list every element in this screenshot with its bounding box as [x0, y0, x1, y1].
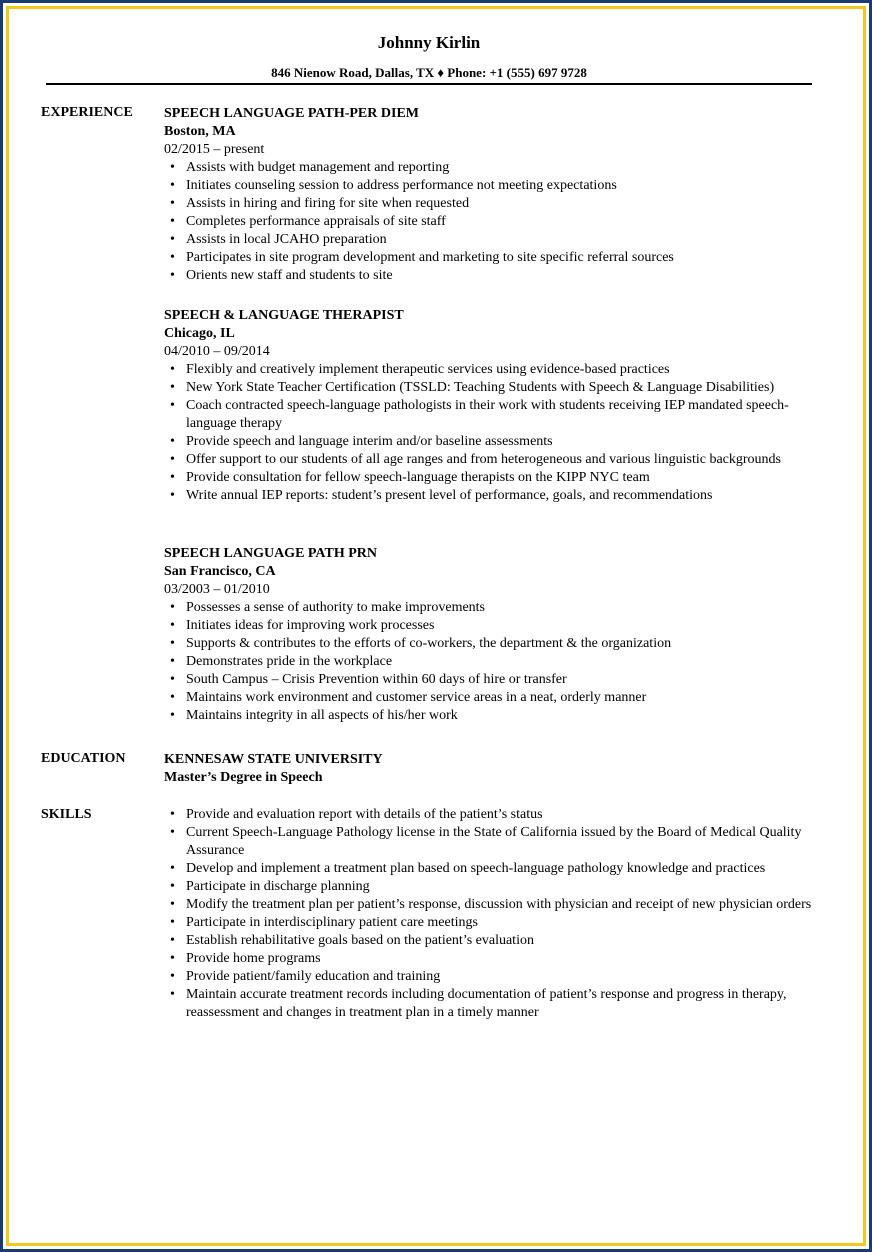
list-item: • Assists with budget management and reporting [164, 159, 824, 177]
list-item: • Maintains work environment and customer service areas in a neat, orderly manner [164, 689, 824, 707]
list-item: • Maintains integrity in all aspects of his/her work [164, 707, 824, 725]
experience-label: EXPERIENCE [41, 105, 133, 120]
job-location: San Francisco, CA [164, 564, 276, 579]
education-school: KENNESAW STATE UNIVERSITY [164, 752, 383, 767]
list-item: • Provide patient/family education and training [164, 968, 824, 986]
list-item: • New York State Teacher Certification (TSSLD: Teaching Students with Speech & Language Disabilities) [164, 379, 824, 397]
education-label: EDUCATION [41, 751, 126, 766]
education-block [164, 751, 824, 787]
list-item: • Possesses a sense of authority to make improvements [164, 599, 824, 617]
list-item: • Develop and implement a treatment plan based on speech-language pathology knowledge and practices [164, 860, 824, 878]
list-item: • Participates in site program development and marketing to site specific referral sources [164, 249, 824, 267]
job-title: SPEECH & LANGUAGE THERAPIST [164, 308, 404, 323]
list-item: • Establish rehabilitative goals based on the patient’s evaluation [164, 932, 824, 950]
resume-contact: 846 Nienow Road, Dallas, TX ♦ Phone: +1 (555) 697 9728 [271, 65, 587, 80]
job-title: SPEECH LANGUAGE PATH PRN [164, 546, 377, 561]
list-item: • Provide speech and language interim and/or baseline assessments [164, 433, 824, 451]
job-2 [164, 307, 824, 505]
list-item: • Flexibly and creatively implement therapeutic services using evidence-based practices [164, 361, 824, 379]
list-item: • Supports & contributes to the efforts of co-workers, the department & the organization [164, 635, 824, 653]
list-item: • Participate in discharge planning [164, 878, 824, 896]
job-bullets [164, 159, 824, 285]
job-bullets [164, 599, 824, 725]
list-item: • Assists in local JCAHO preparation [164, 231, 824, 249]
list-item: • Write annual IEP reports: student’s present level of performance, goals, and recommendations [164, 487, 824, 505]
job-dates: 02/2015 – present [164, 142, 265, 157]
job-1 [164, 105, 824, 285]
list-item: • Participate in interdisciplinary patient care meetings [164, 914, 824, 932]
resume-name: Johnny Kirlin [377, 33, 481, 52]
list-item: • Assists in hiring and firing for site when requested [164, 195, 824, 213]
job-title: SPEECH LANGUAGE PATH-PER DIEM [164, 106, 419, 121]
skills-list [164, 806, 824, 1022]
list-item: • Completes performance appraisals of site staff [164, 213, 824, 231]
job-location: Boston, MA [164, 124, 236, 139]
list-item: • Current Speech-Language Pathology license in the State of California issued by the Board of Medical Quality Assurance [164, 824, 824, 860]
education-degree: Master’s Degree in Speech [164, 770, 323, 785]
list-item: • Orients new staff and students to site [164, 267, 824, 285]
job-dates: 03/2003 – 01/2010 [164, 582, 270, 597]
skills-block [164, 806, 824, 1022]
job-bullets [164, 361, 824, 505]
skills-label: SKILLS [41, 807, 92, 822]
job-location: Chicago, IL [164, 326, 235, 341]
list-item: • Initiates ideas for improving work processes [164, 617, 824, 635]
job-dates: 04/2010 – 09/2014 [164, 344, 270, 359]
job-3 [164, 545, 824, 725]
list-item: • Demonstrates pride in the workplace [164, 653, 824, 671]
list-item: • Initiates counseling session to address performance not meeting expectations [164, 177, 824, 195]
list-item: • Coach contracted speech-language pathologists in their work with students receiving IEP mandated speech-language therapy [164, 397, 824, 433]
list-item: • Provide consultation for fellow speech-language therapists on the KIPP NYC team [164, 469, 824, 487]
list-item: • Maintain accurate treatment records including documentation of patient’s response and progress in therapy, reassessment and changes in treatment plan in a timely manner [164, 986, 824, 1022]
list-item: • Modify the treatment plan per patient’s response, discussion with physician and receipt of new physician orders [164, 896, 824, 914]
header-divider [46, 83, 812, 85]
list-item: • South Campus – Crisis Prevention within 60 days of hire or transfer [164, 671, 824, 689]
list-item: • Offer support to our students of all age ranges and from heterogeneous and various linguistic backgrounds [164, 451, 824, 469]
list-item: • Provide and evaluation report with details of the patient’s status [164, 806, 824, 824]
list-item: • Provide home programs [164, 950, 824, 968]
